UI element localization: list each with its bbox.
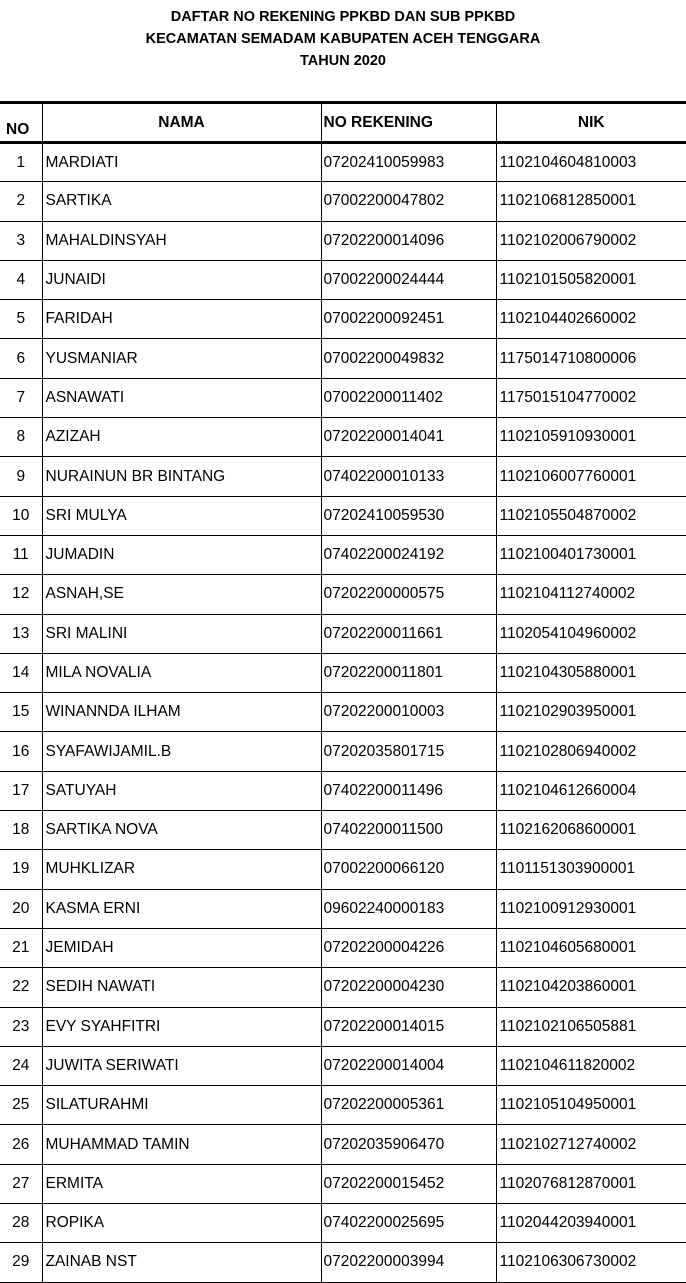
table-row xyxy=(0,1164,686,1203)
cell-nik: 1102106007760001 xyxy=(496,457,686,496)
table-row xyxy=(0,1125,686,1164)
table-row xyxy=(0,693,686,732)
cell-rekening: 07002200049832 xyxy=(321,339,496,378)
cell-nama: ERMITA xyxy=(42,1164,321,1203)
cell-nik: 1102076812870001 xyxy=(496,1164,686,1203)
cell-nama: NURAINUN BR BINTANG xyxy=(42,457,321,496)
table-row xyxy=(0,182,686,221)
cell-no: 13 xyxy=(0,614,42,653)
cell-nik: 1102054104960002 xyxy=(496,614,686,653)
table-row xyxy=(0,653,686,692)
cell-rekening: 07402200010133 xyxy=(321,457,496,496)
cell-rekening: 07202200004230 xyxy=(321,968,496,1007)
cell-no: 11 xyxy=(0,535,42,574)
cell-no: 27 xyxy=(0,1164,42,1203)
cell-rekening: 07202200005361 xyxy=(321,1086,496,1125)
cell-nik: 1102106812850001 xyxy=(496,182,686,221)
cell-nama: FARIDAH xyxy=(42,300,321,339)
header-no: NO xyxy=(0,103,42,143)
table-body xyxy=(0,143,686,1283)
table-row xyxy=(0,378,686,417)
table-row xyxy=(0,889,686,928)
cell-rekening: 07002200092451 xyxy=(321,300,496,339)
table-row xyxy=(0,811,686,850)
cell-rekening: 07202035906470 xyxy=(321,1125,496,1164)
cell-nama: SRI MALINI xyxy=(42,614,321,653)
cell-nama: JEMIDAH xyxy=(42,928,321,967)
cell-no: 12 xyxy=(0,575,42,614)
table-row xyxy=(0,221,686,260)
table-row xyxy=(0,143,686,182)
table-row xyxy=(0,850,686,889)
cell-nama: KASMA ERNI xyxy=(42,889,321,928)
cell-nik: 1102102806940002 xyxy=(496,732,686,771)
cell-nama: SEDIH NAWATI xyxy=(42,968,321,1007)
cell-no: 7 xyxy=(0,378,42,417)
cell-nik: 1102104604810003 xyxy=(496,143,686,182)
cell-nama: SARTIKA xyxy=(42,182,321,221)
table-row xyxy=(0,732,686,771)
cell-rekening: 07002200011402 xyxy=(321,378,496,417)
cell-rekening: 07402200011500 xyxy=(321,811,496,850)
cell-nik: 1102104203860001 xyxy=(496,968,686,1007)
table-row xyxy=(0,260,686,299)
cell-no: 26 xyxy=(0,1125,42,1164)
cell-no: 6 xyxy=(0,339,42,378)
cell-rekening: 07202200015452 xyxy=(321,1164,496,1203)
document-title xyxy=(0,6,686,72)
cell-nama: MAHALDINSYAH xyxy=(42,221,321,260)
cell-nama: SATUYAH xyxy=(42,771,321,810)
cell-nama: ROPIKA xyxy=(42,1204,321,1243)
cell-rekening: 07402200011496 xyxy=(321,771,496,810)
cell-no: 19 xyxy=(0,850,42,889)
cell-nik: 1175015104770002 xyxy=(496,378,686,417)
table-row xyxy=(0,1046,686,1085)
cell-rekening: 07202035801715 xyxy=(321,732,496,771)
title-line-2: KECAMATAN SEMADAM KABUPATEN ACEH TENGGARA xyxy=(145,31,541,47)
cell-no: 5 xyxy=(0,300,42,339)
cell-no: 15 xyxy=(0,693,42,732)
cell-nama: EVY SYAHFITRI xyxy=(42,1007,321,1046)
cell-no: 18 xyxy=(0,811,42,850)
cell-nama: SARTIKA NOVA xyxy=(42,811,321,850)
table-row xyxy=(0,1007,686,1046)
cell-rekening: 07202200014004 xyxy=(321,1046,496,1085)
cell-rekening: 07002200066120 xyxy=(321,850,496,889)
cell-no: 17 xyxy=(0,771,42,810)
table-row xyxy=(0,1086,686,1125)
cell-nik: 1102106306730002 xyxy=(496,1243,686,1282)
table-row xyxy=(0,575,686,614)
table-row xyxy=(0,1243,686,1282)
cell-nama: MARDIATI xyxy=(42,143,321,182)
header-nama: NAMA xyxy=(42,103,321,143)
cell-nama: MUHAMMAD TAMIN xyxy=(42,1125,321,1164)
cell-no: 16 xyxy=(0,732,42,771)
cell-rekening: 07202200011661 xyxy=(321,614,496,653)
cell-no: 23 xyxy=(0,1007,42,1046)
cell-no: 21 xyxy=(0,928,42,967)
cell-nik: 1102104305880001 xyxy=(496,653,686,692)
cell-nama: WINANNDA ILHAM xyxy=(42,693,321,732)
cell-no: 29 xyxy=(0,1243,42,1282)
cell-no: 3 xyxy=(0,221,42,260)
cell-nama: JUNAIDI xyxy=(42,260,321,299)
cell-rekening: 07202410059983 xyxy=(321,143,496,182)
table-header-row xyxy=(0,103,686,143)
cell-nik: 1102105104950001 xyxy=(496,1086,686,1125)
cell-nama: ASNAWATI xyxy=(42,378,321,417)
cell-nik: 1102104402660002 xyxy=(496,300,686,339)
cell-nik: 1102104611820002 xyxy=(496,1046,686,1085)
cell-nik: 1102044203940001 xyxy=(496,1204,686,1243)
cell-nik: 1102162068600001 xyxy=(496,811,686,850)
table-row xyxy=(0,1204,686,1243)
cell-no: 1 xyxy=(0,143,42,182)
table-row xyxy=(0,535,686,574)
cell-rekening: 07202200004226 xyxy=(321,928,496,967)
cell-rekening: 07202200010003 xyxy=(321,693,496,732)
cell-rekening: 07202200014015 xyxy=(321,1007,496,1046)
cell-rekening: 07202410059530 xyxy=(321,496,496,535)
table-row xyxy=(0,418,686,457)
header-rekening: NO REKENING xyxy=(321,103,496,143)
cell-nama: YUSMANIAR xyxy=(42,339,321,378)
cell-nama: SILATURAHMI xyxy=(42,1086,321,1125)
cell-nama: ZAINAB NST xyxy=(42,1243,321,1282)
cell-no: 9 xyxy=(0,457,42,496)
cell-nik: 1102102903950001 xyxy=(496,693,686,732)
cell-no: 2 xyxy=(0,182,42,221)
cell-no: 22 xyxy=(0,968,42,1007)
cell-nik: 1101151303900001 xyxy=(496,850,686,889)
cell-nama: MUHKLIZAR xyxy=(42,850,321,889)
cell-rekening: 07002200024444 xyxy=(321,260,496,299)
cell-nama: SYAFAWIJAMIL.B xyxy=(42,732,321,771)
table-row xyxy=(0,968,686,1007)
rekening-table xyxy=(0,101,686,1283)
cell-no: 28 xyxy=(0,1204,42,1243)
cell-nama: AZIZAH xyxy=(42,418,321,457)
table-row xyxy=(0,496,686,535)
cell-no: 24 xyxy=(0,1046,42,1085)
table-row xyxy=(0,771,686,810)
cell-nik: 1102100912930001 xyxy=(496,889,686,928)
table-row xyxy=(0,300,686,339)
cell-nik: 1102104112740002 xyxy=(496,575,686,614)
cell-nama: MILA NOVALIA xyxy=(42,653,321,692)
cell-no: 10 xyxy=(0,496,42,535)
cell-nik: 1102105910930001 xyxy=(496,418,686,457)
table-row xyxy=(0,614,686,653)
cell-rekening: 07202200003994 xyxy=(321,1243,496,1282)
table-row xyxy=(0,928,686,967)
cell-nama: SRI MULYA xyxy=(42,496,321,535)
cell-no: 14 xyxy=(0,653,42,692)
table-row xyxy=(0,457,686,496)
cell-rekening: 07002200047802 xyxy=(321,182,496,221)
cell-no: 25 xyxy=(0,1086,42,1125)
cell-nama: JUMADIN xyxy=(42,535,321,574)
cell-nik: 1175014710800006 xyxy=(496,339,686,378)
cell-rekening: 07202200014096 xyxy=(321,221,496,260)
cell-rekening: 07202200014041 xyxy=(321,418,496,457)
cell-rekening: 07402200024192 xyxy=(321,535,496,574)
cell-no: 8 xyxy=(0,418,42,457)
title-line-3: TAHUN 2020 xyxy=(300,53,386,69)
cell-nik: 1102102006790002 xyxy=(496,221,686,260)
cell-nik: 1102101505820001 xyxy=(496,260,686,299)
table-row xyxy=(0,339,686,378)
title-line-1: DAFTAR NO REKENING PPKBD DAN SUB PPKBD xyxy=(170,9,516,25)
cell-nik: 1102104612660004 xyxy=(496,771,686,810)
cell-no: 4 xyxy=(0,260,42,299)
cell-rekening: 07202200000575 xyxy=(321,575,496,614)
cell-rekening: 07402200025695 xyxy=(321,1204,496,1243)
cell-nik: 1102102106505881 xyxy=(496,1007,686,1046)
cell-rekening: 09602240000183 xyxy=(321,889,496,928)
cell-nik: 1102105504870002 xyxy=(496,496,686,535)
cell-rekening: 07202200011801 xyxy=(321,653,496,692)
header-nik: NIK xyxy=(496,103,686,143)
cell-nama: ASNAH,SE xyxy=(42,575,321,614)
cell-nik: 1102100401730001 xyxy=(496,535,686,574)
cell-nik: 1102102712740002 xyxy=(496,1125,686,1164)
cell-nama: JUWITA SERIWATI xyxy=(42,1046,321,1085)
cell-no: 20 xyxy=(0,889,42,928)
cell-nik: 1102104605680001 xyxy=(496,928,686,967)
